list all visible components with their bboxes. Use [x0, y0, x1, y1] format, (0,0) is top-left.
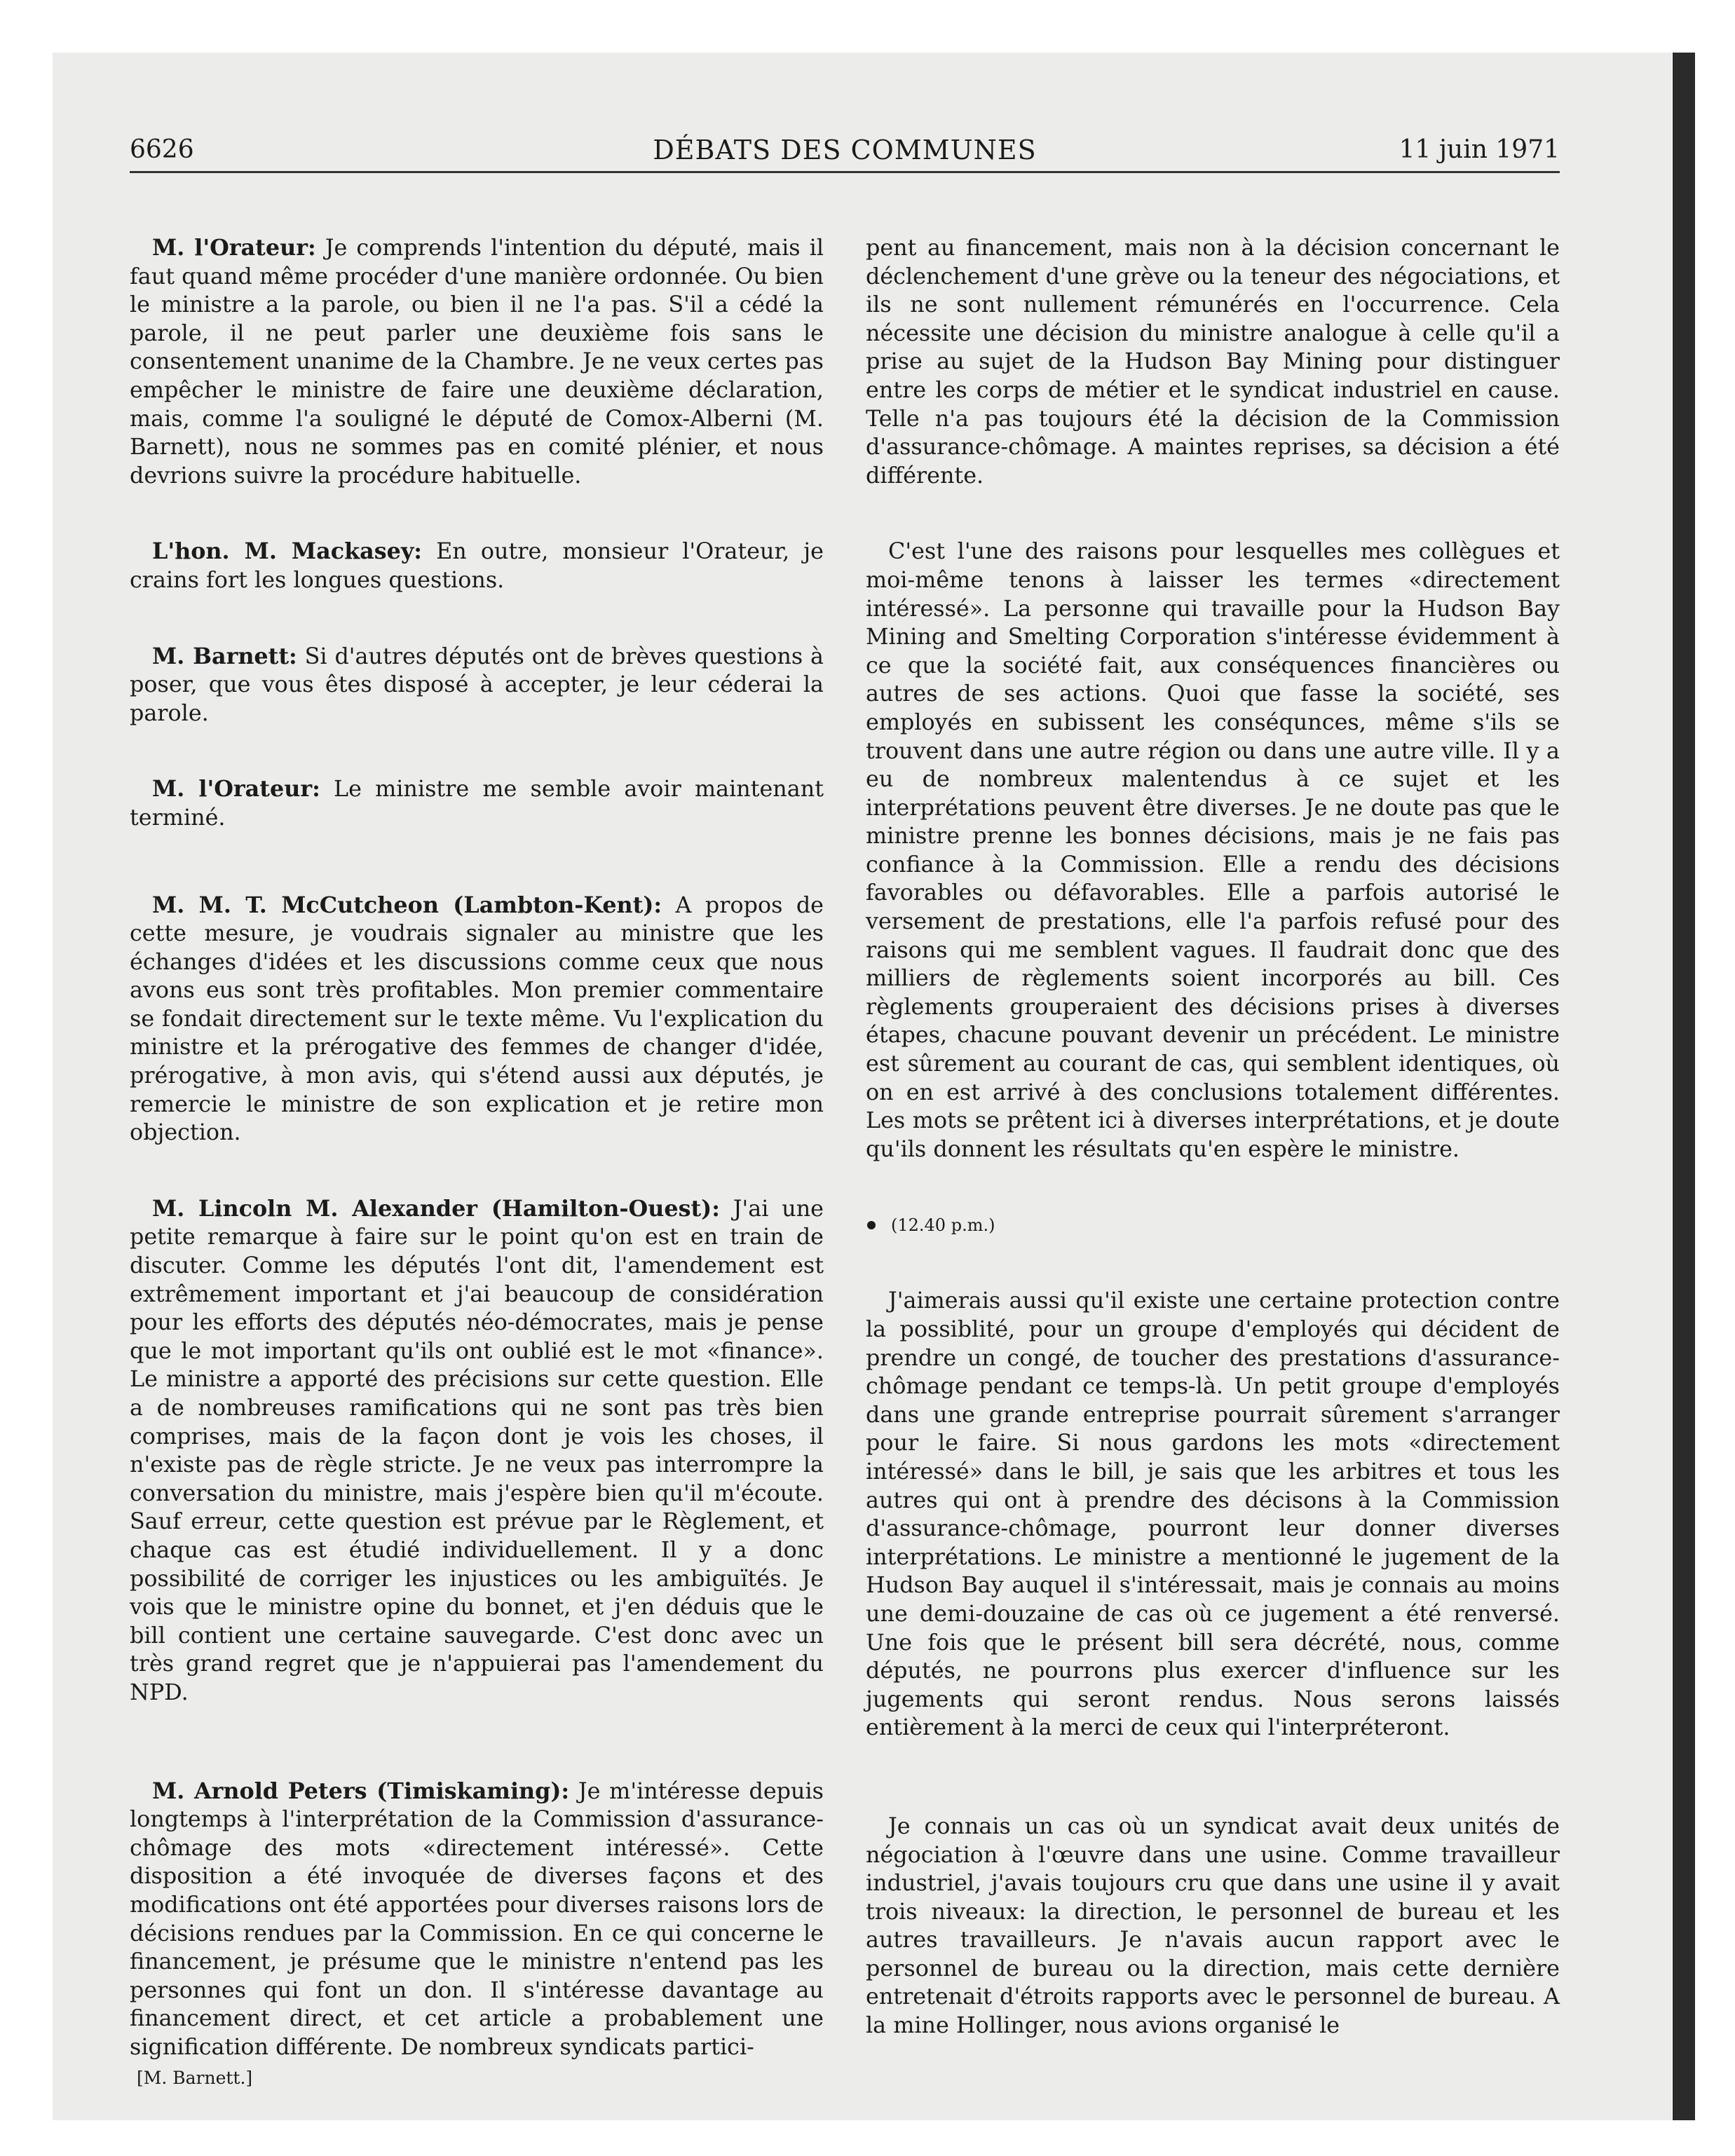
speech-paragraph: C'est l'une des raisons pour lesquelles mes collègues et moi-même tenons à laisser les termes «directement intéressé». La personne qui travaille pour la Hudson Bay Mining and Smelting Corporation s'intéresse évidemment à ce que la société fait, aux conséquences financières ou autres de ses actions. Quoi que fasse la société, ses employés en subissent les conséqunces, même s'ils se trouvent dans une autre région ou dans une autre ville. Il y a eu de nombreux malentendus à ce sujet et les interprétations peuvent être diverses. Je ne doute pas que le ministre prenne les bonnes décisions, mais je ne fais pas confiance à la Commission. Elle a rendu des décisions favorables ou défavorables. Elle a parfois autorisé le versement de prestations, elle l'a parfois refusé pour des raisons qui me semblent vagues. Il faudrait donc que des milliers de règlements soient incorporés au bill. Ces règlements grouperaient des décisions prises à diverses étapes, chacune pouvant devenir un précédent. Le ministre est sûrement au courant de cas, qui semblent identiques, où on en est arrivé à des conclusions totalement différentes. Les mots se prêtent ici à diverses interprétations, et je doute qu'ils donnent les résultats qu'en espère le ministre. — [866, 538, 1560, 1162]
left-column — [130, 234, 824, 2092]
speech-paragraph: Je connais un cas où un syndicat avait deux unités de négociation à l'œuvre dans une usine. Comme travailleur industriel, j'avais toujours cru que dans une usine il y avait trois niveaux: la direction, le personnel de bureau et les autres travailleurs. Je n'avais aucun rapport avec le personnel de bureau ou la direction, mais cette dernière entretenait d'étroits rapports avec le personnel de bureau. A la mine Hollinger, nous avions organisé le — [866, 1813, 1560, 2039]
speaker-name: M. M. T. McCutcheon (Lambton-Kent): — [152, 892, 662, 918]
bullet-icon — [867, 1221, 876, 1229]
speech-text: Je m'intéresse depuis longtemps à l'interprétation de la Commission d'assurance-chômage des mots «directement intéressé». Cette disposition a été invoquée de diverses façons et des modifications ont été apportées pour diverses raisons lors de décisions rendues par la Commission. En ce qui concerne le financement, je présume que le ministre n'entend pas les personnes qui font un don. Il s'intéresse davantage au financement direct, et cet article a probablement une signification différente. De nombreux syndicats partici- — [130, 1778, 824, 2060]
page-header — [130, 135, 1560, 173]
continued-paragraph: pent au financement, mais non à la décision concernant le déclenchement d'une grève ou la teneur des négociations, et ils ne sont nullement rémunérés en l'occurrence. Cela nécessite une décision du ministre analogue à celle qu'il a prise au sujet de la Hudson Bay Mining pour distinguer entre les corps de métier et le syndicat industriel en cause. Telle n'a pas toujours été la décision de la Commission d'assurance-chômage. A maintes reprises, sa décision a été différente. — [866, 235, 1560, 489]
speaker-name: M. Barnett: — [152, 643, 297, 669]
speaker-name: M. Arnold Peters (Timiskaming): — [152, 1778, 570, 1804]
speaker-name: M. l'Orateur: — [152, 776, 320, 803]
scan-edge-bar — [1673, 53, 1695, 2120]
speech-paragraph — [130, 538, 824, 594]
speech-paragraph — [130, 1778, 824, 2062]
speech-text: Je comprends l'intention du député, mais il faut quand même procéder d'une manière ordonnée. Ou bien le ministre a la parole, ou bien il ne l'a pas. S'il a cédé la parole, il ne peut parler une deuxième fois sans le consentement unanime de la Chambre. Je ne veux certes pas empêcher le ministre de faire une deuxième déclaration, mais, comme l'a souligné le député de Comox-Alberni (M. Barnett), nous ne sommes pas en comité plénier, et nous devrions suivre la procédure habituelle. — [130, 235, 824, 489]
speech-text: J'ai une petite remarque à faire sur le point qu'on est en train de discuter. Comme les députés l'ont dit, l'amendement est extrêmement important et j'ai beaucoup de considération pour les efforts des députés néo-démocrates, mais je pense que le mot important qu'ils ont oublié est le mot «finance». Le ministre a apporté des précisions sur cette question. Elle a de nombreuses ramifications qui ne sont pas très bien comprises, mais de la façon dont je vois les choses, il n'existe pas de règle stricte. Je ne veux pas interrompre la conversation du ministre, mais j'espère bien qu'il m'écoute. Sauf erreur, cette question est prévue par le Règlement, et chaque cas est étudié individuellement. Il y a donc possibilité de corriger les injustices ou les ambiguïtés. Je vois que le ministre opine du bonnet, et j'en déduis que le bill contient une certaine sauvegarde. C'est donc avec un très grand regret que je n'appuierai pas l'amendement du NPD. — [130, 1195, 824, 1705]
speech-paragraph: J'aimerais aussi qu'il existe une certaine protection contre la possiblité, pour un groupe d'employés qui décident de prendre un congé, de toucher des prestations d'assurance-chômage pendant ce temps-là. Un petit groupe d'employés dans une grande entreprise pourrait sûrement s'arranger pour le faire. Si nous gardons les mots «directement intéressé» dans le bill, je sais que les arbitres et tous les autres qui ont à prendre des décisons à la Commission d'assurance-chômage, pourront leur donner diverses interprétations. Le ministre a mentionné le jugement de la Hudson Bay auquel il s'intéressait, mais je connais au moins une demi-douzaine de cas où ce jugement a été renversé. Une fois que le présent bill sera décrété, nous, comme députés, ne pourrons plus exercer d'influence sur les jugements qui seront rendus. Nous serons laissés entièrement à la merci de ceux qui l'interpréteront. — [866, 1288, 1560, 1741]
page-number: 6626 — [130, 135, 194, 164]
speech-paragraph — [130, 892, 824, 1147]
speaker-name: M. Lincoln M. Alexander (Hamilton-Ouest): — [152, 1195, 720, 1222]
speech-paragraph — [130, 1195, 824, 1707]
time-marker-text: (12.40 p.m.) — [891, 1215, 995, 1236]
speech-paragraph — [130, 775, 824, 832]
page-date: 11 juin 1971 — [1399, 135, 1560, 164]
speaker-name: L'hon. M. Mackasey: — [152, 538, 423, 565]
speaker-attribution: [M. Barnett.] — [137, 2068, 253, 2089]
speech-text: Le ministre me semble avoir maintenant terminé. — [130, 776, 824, 831]
speech-text: A propos de cette mesure, je voudrais signaler au ministre que les échanges d'idées et les discussions comme ceux que nous avons eus sont très profitables. Mon premier commentaire se fondait directement sur le texte même. Vu l'explication du ministre et la prérogative des femmes de changer d'idée, prérogative, à mon avis, qui s'étend aussi aux députés, je remercie le ministre de son explication et je retire mon objection. — [130, 892, 824, 1146]
time-marker — [866, 1211, 1560, 1239]
speaker-name: M. l'Orateur: — [152, 235, 316, 261]
speech-text: En outre, monsieur l'Orateur, je crains fort les longues questions. — [130, 538, 824, 593]
right-column — [866, 234, 1560, 2068]
speech-paragraph — [130, 643, 824, 728]
speech-text: Si d'autres députés ont de brèves questions à poser, que vous êtes disposé à accepter, je leur céderai la parole. — [130, 643, 824, 726]
publication-title: DÉBATS DES COMMUNES — [653, 135, 1037, 165]
speech-paragraph — [130, 234, 824, 490]
